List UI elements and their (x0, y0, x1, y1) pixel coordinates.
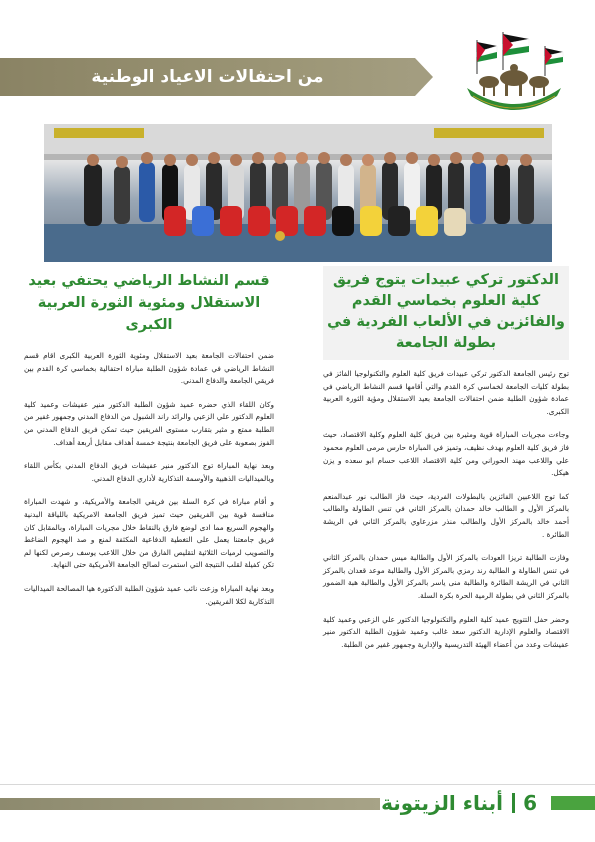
article-headline: قسم النشاط الرياضي يحتفي بعيد الاستقلال ومئوية الثورة العربية الكبرى (28, 273, 270, 333)
magazine-title: أبناء الزيتونة (381, 791, 503, 815)
article-sports-activity (24, 266, 274, 619)
page-number: 6 (523, 791, 537, 815)
flag-center-icon (503, 32, 529, 70)
article-paragraph: وبعد نهاية المباراة توج الدكتور منير عفيشات فريق الدفاع المدني بكأس اللقاء وبالميداليات الذهبية والأوسمة التذكارية لأداري الدفاع المدني. (24, 461, 274, 483)
article-paragraph: وبعد نهاية المباراة وزعت نائب عميد شؤون الطلبة الدكتورة هيا المصالحة الميداليات التذكارية لكلا الفريقين. (24, 583, 274, 606)
team-group-photo (44, 124, 552, 262)
page-footer (0, 790, 595, 816)
footer-band (0, 798, 380, 810)
article-paragraph: توج رئيس الجامعة الدكتور تركي عبيدات فريق كلية العلوم والتكنولوجيا الفائز في بطولة كليات الجامعة لخماسي كرة القدم والتي أقامها قسم النشاط الرياضي في عمادة شؤون الطلبة ضمن احتفالات الجامعة بعيد الاستقلال ومؤية الثورة العربية الكبرى. (323, 369, 569, 416)
university-logo (459, 30, 569, 112)
section-header-band (0, 58, 415, 96)
horsemen-icon (479, 64, 549, 96)
article-paragraph: ضمن احتفالات الجامعة بعيد الاستقلال ومئوية الثورة العربية الكبرى اقام قسم النشاط الرياضي في عمادة شؤون الطلبة مباراة احتفالية بخماسي كرة القدم بين فريقي الجامعة والدفاع المدني. (24, 351, 274, 386)
front-row-players (164, 206, 466, 241)
section-title: من احتفالات الاعياد الوطنية (91, 67, 324, 87)
footer-divider (0, 784, 595, 785)
article-paragraph: وحضر حفل التتويج عميد كلية العلوم والتكنولوجيا الدكتور علي الزعبي وعميد كلية الاقتصاد والعلوم الإدارية الدكتور سعد غالب وعميد شؤون الطلبة الدكتور منير عفيشات وعدد من أعضاء الهيئة التدريسية والإدارية وجمهور غفير من الطلبة. (323, 614, 569, 649)
article-headline: الدكتور تركي عبيدات يتوج فريق كلية العلوم بخماسي القدم والفائزين في الألعاب الفردية في بطولة الجامعة (323, 266, 569, 360)
article-paragraph: وكان اللقاء الذي حضره عميد شؤون الطلبة الدكتور منير عفيشات وعميد كلية العلوم الدكتور علي الزعبي والرائد راند الشبول من الدفاع المدني وجمهور غفير من الطلبة ممتع و مثير بتقارب مستوى الفريقين حيث تمكن فريق الدفاع المدني من الفوز بصعوبة على فريق الجامعة بنتيجة خمسة أهداف مقابل أربعة أهداف. (24, 399, 274, 447)
footer-green-block (551, 796, 595, 810)
flag-right-icon (545, 46, 563, 76)
article-science-faculty (323, 266, 569, 662)
flag-left-icon (477, 40, 497, 74)
article-paragraph: وفازت الطالبة تريزا العودات بالمركز الأول والطالبة ميس حمدان بالمركز الثاني في تنس الطاولة و الطالبة رند رمزي بالمركز الأول والطالبة موعد قعدان بالمركز الثاني في الريشة الطائرة والطالبة منى ياسر بالمركز الأول والطالبة هبة الضمور بالمركز الثاني في بطولة الرمية الحرة بكرة السلة. (323, 553, 569, 600)
article-paragraph: كما توج اللاعبين الفائزين بالبطولات الفردية، حيث فاز الطالب نور عبدالمنعم بالمركز الأول و الطالب خالد حمدان بالمركز الثاني في تنس الطاولة والطالب أحمد خالد بالمركز الأول والطالب منذر مزرعاوي بالمركز الثاني في الريشة الطائرة . (323, 491, 569, 539)
article-paragraph: وجاءت مجريات المباراة قوية ومثيرة بين فريق كلية العلوم وكلية الاقتصاد، حيث فاز فريق كلية العلوم بهدف نظيف، وتميز في المباراة حارس مرمى العلوم محمود علي واللاعب مهند الحوراني ومن كلية الاقتصاد اللاعب حسام ابو سعده و يزن هيكل. (323, 430, 569, 478)
footer-separator (512, 793, 515, 813)
article-paragraph: و أقام مباراة في كرة السلة بين فريقي الجامعة والأمريكية، و شهدت المباراة منافسة قوية بين الفريقين حيث تميز فريق الجامعة الامريكية باللياقة البدنية والهجوم السريع مما ادى لوضع فارق بالنقاط خلال مجريات المباراة، وبالمقابل كان فريق جامعتنا يعمل على التغطية الدفاعية المكثفة لمنع و صد الهجوم الضاغط والتصويب لرميات الثلاثية لتقليص الفارق من خلال اللاعب يوسف رصرص لكنها لم تكن كفيلة لقلب النتيجة التي استمرت لصالح الجامعة الأمريكية حتى النهاية. (24, 497, 274, 570)
